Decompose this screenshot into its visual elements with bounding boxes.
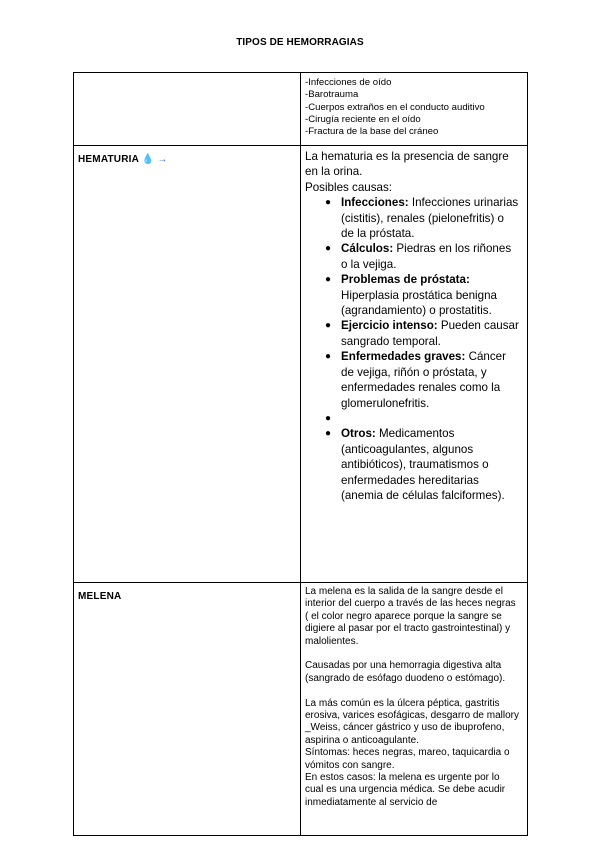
- list-item: -Cuerpos extraños en el conducto auditivo: [305, 101, 485, 113]
- row2-right-cell: [301, 146, 528, 583]
- cause-title: Cálculos:: [341, 242, 394, 256]
- row1-left-cell: [74, 73, 301, 146]
- row3-right-cell: [301, 583, 528, 836]
- melena-paragraph: Causadas por una hemorragia digestiva alta (sangrado de esófago duodeno o estómago).: [305, 660, 506, 684]
- list-item: ● Otros: Medicamentos (anticoagulantes, algunos antibióticos), traumatismos o enfermedades hereditarias (anemia de células falciformes).: [325, 427, 505, 502]
- row3-left-cell: [74, 583, 301, 836]
- cause-text: Infecciones urinarias (cistitis), renales (pielonefritis) o de la próstata.: [341, 196, 519, 241]
- document-title: TIPOS DE HEMORRAGIAS: [236, 37, 364, 48]
- hematuria-intro: La hematuria es la presencia de sangre en la orina.: [305, 150, 509, 179]
- list-item: ● Ejercicio intenso: Pueden causar sangrado temporal.: [325, 319, 519, 348]
- cause-title: Infecciones:: [341, 196, 409, 210]
- cause-text: Hiperplasia prostática benigna (agrandamiento) o prostatitis.: [341, 288, 497, 318]
- row2-left-cell: [74, 146, 301, 583]
- list-item: ● Cálculos: Piedras en los riñones o la vejiga.: [325, 242, 512, 271]
- melena-paragraph: La melena es la salida de la sangre desde el interior del cuerpo a través de las heces negras ( el color negro aparece porque la sangre se digiere al pasar por el tracto gastrointestinal) y malolientes.: [305, 586, 516, 647]
- melena-content: [301, 583, 527, 817]
- list-item: -Fractura de la base del cráneo: [305, 126, 439, 138]
- cause-title: Problemas de próstata:: [341, 273, 470, 287]
- cause-title: Ejercicio intenso:: [341, 319, 438, 333]
- table-row: [74, 583, 528, 836]
- list-item: ●: [325, 412, 332, 424]
- cause-text: Pueden causar sangrado temporal.: [341, 319, 519, 348]
- ear-causes-list: [301, 73, 527, 140]
- list-item: -Cirugía reciente en el oído: [305, 113, 421, 125]
- melena-urgency: En estos casos: la melena es urgente por lo cual es una urgencia médica. Se debe acudir inmediatamente al servicio de: [305, 772, 506, 808]
- arrow-right-icon: →: [157, 154, 168, 165]
- list-item: -Barotrauma: [305, 89, 359, 101]
- list-item: ● Problemas de próstata: Hiperplasia prostática benigna (agrandamiento) o prostatitis.: [325, 273, 497, 318]
- table-row: [74, 73, 528, 146]
- hematuria-content: [301, 146, 527, 510]
- causes-list: [305, 195, 519, 503]
- list-item: -Infecciones de oído: [305, 77, 392, 88]
- table-row: [74, 146, 528, 583]
- cause-text: Cáncer de vejiga, riñón o próstata, y enfermedades renales como la glomerulonefritis.: [341, 350, 506, 410]
- melena-heading: MELENA: [78, 591, 122, 602]
- row1-right-cell: [301, 73, 528, 146]
- list-item: ● Infecciones: Infecciones urinarias (cistitis), renales (pielonefritis) o de la próstata.: [325, 196, 519, 241]
- list-item: ● Enfermedades graves: Cáncer de vejiga, riñón o próstata, y enfermedades renales como la glomerulonefritis.: [325, 350, 506, 410]
- cause-text: Medicamentos (anticoagulantes, algunos antibióticos), traumatismos o enfermedades hereditarias (anemia de células falciformes).: [341, 427, 505, 502]
- melena-symptoms: Síntomas: heces negras, mareo, taquicardia o vómitos con sangre.: [305, 747, 510, 771]
- hematuria-heading: HEMATURIA: [78, 154, 139, 165]
- hemorrhage-table: [73, 72, 528, 836]
- cause-title: Otros:: [341, 427, 376, 441]
- cause-title: Enfermedades graves:: [341, 350, 466, 364]
- causes-label: Posibles causas:: [305, 180, 392, 194]
- blood-drop-icon: 💧: [141, 154, 155, 165]
- melena-paragraph: La más común es la úlcera péptica, gastritis erosiva, varices esofágicas, desgarro de mallory _Weiss, cáncer gástrico y uso de ibuprofeno, aspirina o anticoagulante.: [305, 697, 519, 746]
- cause-text: Piedras en los riñones o la vejiga.: [341, 242, 512, 271]
